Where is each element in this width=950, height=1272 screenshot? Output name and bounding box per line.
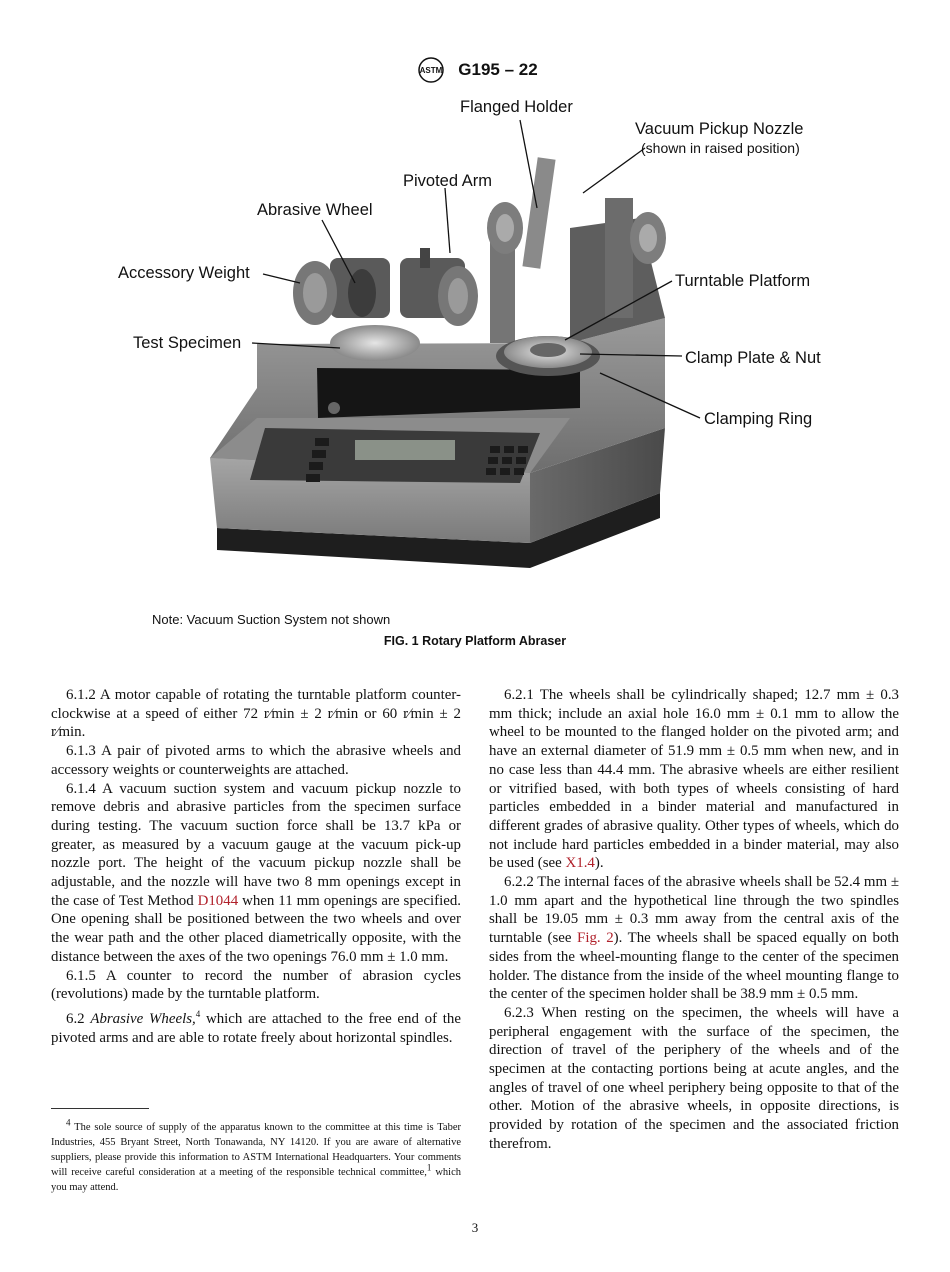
paragraph-6-2-3: 6.2.3 When resting on the specimen, the wheels will have a peripheral engagement with the surface of the specimen, the direction of travel of the periphery of the wheels and of the specimen at the contacting portions being at acute angles, and the angles of travel of one wheel periphery being opposite to that of the other. Motion of the abrasive wheels, in opposite directions, is provided by rotation of the specimen and the associated friction therefrom.	[489, 1004, 899, 1152]
page-number: 3	[471, 1220, 479, 1235]
label-pivoted-arm: Pivoted Arm	[403, 172, 492, 190]
label-accessory-weight: Accessory Weight	[118, 264, 250, 282]
paragraph-6-1-3: 6.1.3 A pair of pivoted arms to which the abrasive wheels and accessory weights or counterweights are attached.	[51, 743, 461, 778]
figure-rotary-abraser	[100, 88, 860, 628]
left-column	[51, 686, 461, 1047]
link-x1-4[interactable]: X1.4	[565, 855, 595, 872]
footnote-ref-4[interactable]: 4	[195, 1008, 201, 1019]
astm-logo	[412, 56, 450, 84]
pivoted-arm-assembly	[293, 248, 478, 326]
astm-logo-text: ASTM	[419, 66, 443, 75]
paragraph-6-1-5: 6.1.5 A counter to record the number of abrasion cycles (revolutions) made by the turntable platform.	[51, 967, 461, 1003]
footnote-4: $^4$ The sole source of supply of the apparatus known to the committee at this time is Taber Industries, 455 Bryant Street, North Tonawanda, NY 14120. If you are aware of alternative suppliers, please provide this information to ASTM International Headquarters. Your comments will receive careful consideration at a meeting of the responsible technical committee,$^1$ which you may attend.	[51, 1117, 461, 1193]
figure-caption: FIG. 1 Rotary Platform Abraser	[383, 634, 567, 648]
label-turntable-platform: Turntable Platform	[675, 272, 811, 290]
link-fig-2[interactable]: Fig. 2	[577, 930, 614, 947]
label-vacuum-nozzle-note: (shown in raised position)	[641, 140, 800, 156]
label-vacuum-pickup-nozzle: Vacuum Pickup Nozzle	[635, 120, 804, 138]
paragraph-6-1-4: 6.1.4 A vacuum suction system and vacuum pickup nozzle to remove debris and abrasive particles from the specimen surface during testing. The vacuum suction force shall be 13.7 kPa or greater, as measured by a vacuum gauge at the vacuum pick-up nozzle port. The height of the vacuum pickup nozzle shall be adjustable, and the nozzle will have two 8 mm openings except in the case of Test Method D1044 when 11 mm openings are specified. One opening shall be positioned between the two wheels and over the wear path and the other placed diametrically opposite, with the distance between the axes of the two openings 76.0 mm ± 1.0 mm.	[51, 780, 461, 965]
section-title-abrasive-wheels: Abrasive Wheels,	[90, 1010, 196, 1027]
label-test-specimen: Test Specimen	[133, 334, 242, 352]
page-header	[0, 56, 950, 89]
label-clamp-plate-nut: Clamp Plate & Nut	[685, 349, 821, 367]
paragraph-6-2: 6.2 Abrasive Wheels,$^4$ which are attached to the free end of the pivoted arms and are able to rotate freely about horizontal spindles.	[51, 1008, 461, 1046]
label-abrasive-wheel: Abrasive Wheel	[257, 201, 373, 219]
label-clamping-ring: Clamping Ring	[704, 410, 813, 428]
label-flanged-holder: Flanged Holder	[460, 98, 573, 116]
paragraph-6-1-2: 6.1.2 A motor capable of rotating the turntable platform counter-clockwise at a speed of either 72 r⁄min ± 2 r⁄min or 60 r⁄min ± 2 r⁄min.	[51, 687, 461, 741]
paragraph-6-2-2: 6.2.2 The internal faces of the abrasive wheels shall be 52.4 mm ± 1.0 mm apart and the hypothetical line through the two spindles shall be 19.05 mm ± 0.3 mm away from the central axis of the turntable (see Fig. 2). The wheels shall be spaced equally on both sides from the wheel-mounting flange to the center of the specimen holder. The distance from the inside of the wheel mounting flange to the center of the specimen holder shall be 38.9 mm ± 0.5 mm.	[489, 874, 900, 1003]
document-id: G195 – 22	[458, 60, 538, 79]
link-d1044[interactable]: D1044	[197, 892, 239, 909]
right-column	[489, 686, 899, 1154]
figure-note: Note: Vacuum Suction System not shown	[152, 612, 391, 627]
paragraph-6-2-1: 6.2.1 The wheels shall be cylindrically shaped; 12.7 mm ± 0.3 mm thick; include an axial hole 16.0 mm ± 0.1 mm to allow the wheel to be mounted to the flanged holder on the pivoted arm; and have an external diameter of 51.9 mm ± 0.5 mm when new, and in no case less than 44.4 mm. The abrasive wheels are either resilient or vitrified based, with both types of wheels consisting of hard particles embedded in a binder material and manufactured in different grades of abrasive quality. Other types of wheels, which do not include hard particles embedded in a binder material, may also be used (see X1.4).	[489, 687, 899, 872]
footnote-divider	[51, 1108, 149, 1109]
